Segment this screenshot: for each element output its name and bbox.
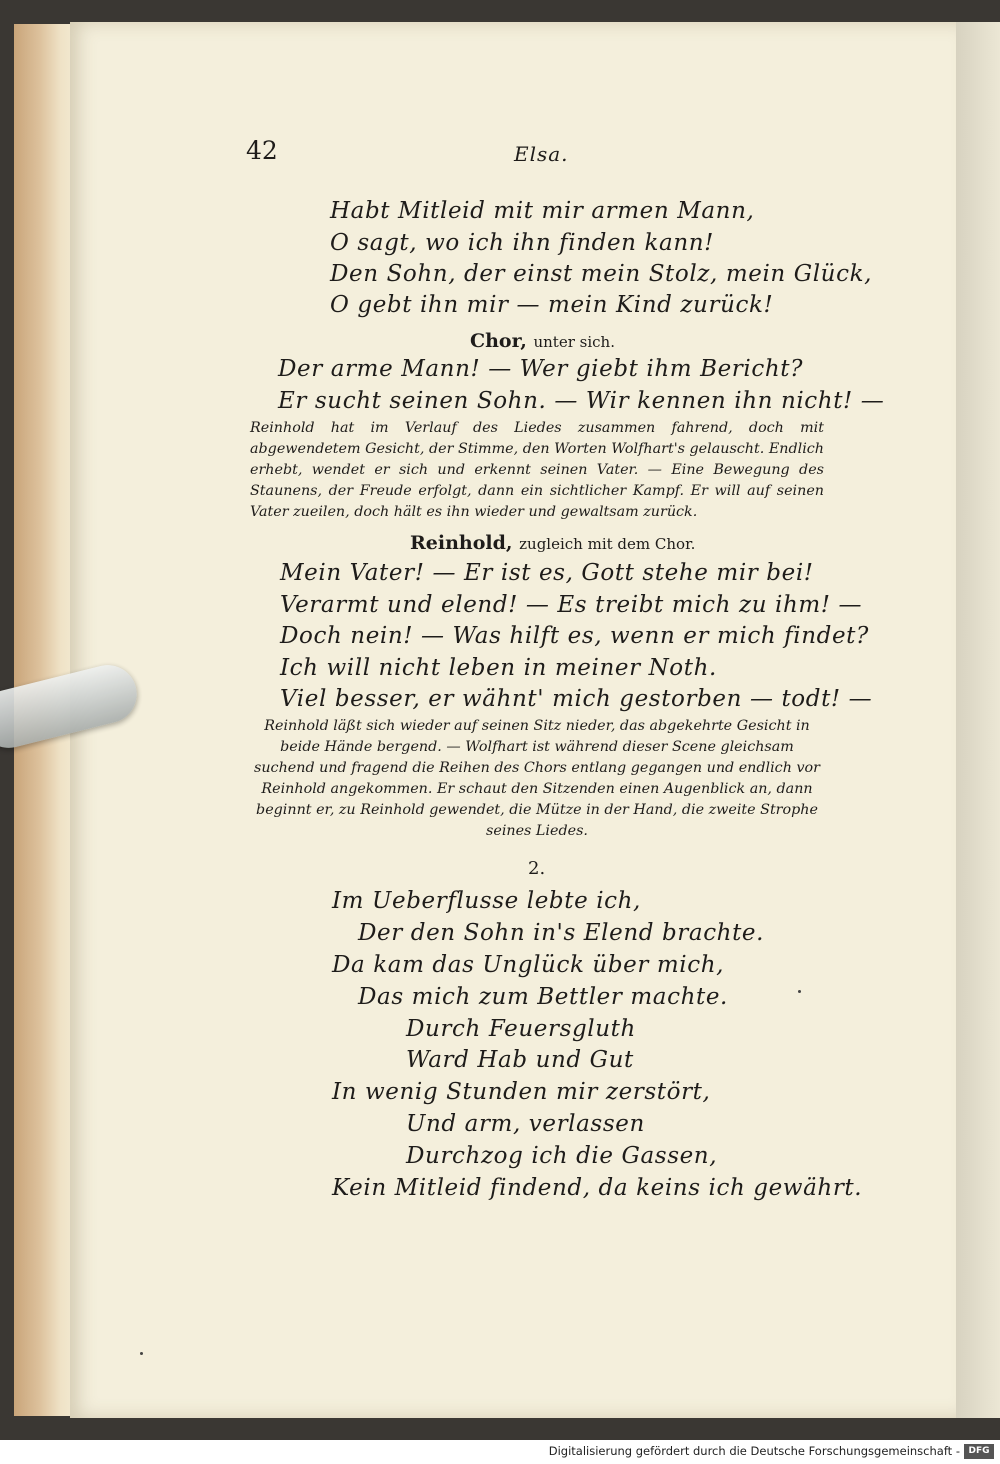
speaker-name: Chor, [470, 330, 527, 352]
funding-notice: Digitalisierung gefördert durch die Deutsche Forschungsgemeinschaft - [548, 1444, 960, 1458]
verse-line: In wenig Stunden mir zerstört, [332, 1079, 711, 1105]
stanza-number: 2. [528, 858, 546, 879]
verse-line: Habt Mitleid mit mir armen Mann, [330, 198, 755, 224]
verse-line: Doch nein! — Was hilft es, wenn er mich findet? [280, 623, 869, 649]
speaker-reinhold [410, 532, 695, 554]
verse-line: Er sucht seinen Sohn. — Wir kennen ihn nicht! — [278, 388, 885, 414]
speaker-direction: zugleich mit dem Chor. [519, 535, 696, 553]
dfg-logo: DFG [964, 1444, 994, 1459]
verse-line: Durch Feuersgluth [406, 1016, 636, 1042]
speaker-name: Reinhold, [410, 532, 513, 554]
paper-speck [798, 990, 801, 993]
verse-line: Viel besser, er wähnt' mich gestorben — todt! — [280, 686, 873, 712]
verse-line: Durchzog ich die Gassen, [406, 1143, 718, 1169]
verse-line: Der arme Mann! — Wer giebt ihm Bericht? [278, 356, 804, 382]
verse-line: Und arm, verlassen [406, 1111, 645, 1137]
stage-direction: Reinhold hat im Verlauf des Liedes zusammen fahrend, doch mit abgewendetem Gesicht, der Stimme, den Worten Wolfhart's gelauscht. Endlich erhebt, wendet er sich und erkennt seinen Vater. — Eine Bewegung des Staunens, der Freude erfolgt, dann ein sichtlicher Kampf. Er will auf seinen Vater zueilen, doch hält es ihn wieder und gewaltsam zurück. [250, 420, 824, 520]
page-number: 42 [246, 136, 278, 165]
speaker-direction: unter sich. [533, 333, 615, 351]
verse-line: Ward Hab und Gut [406, 1047, 634, 1073]
verse-line: Ich will nicht leben in meiner Noth. [280, 655, 717, 681]
paper-speck [140, 1352, 143, 1355]
speaker-chor [470, 330, 615, 352]
verse-line: Kein Mitleid findend, da keins ich gewährt. [332, 1175, 863, 1201]
verse-line: Im Ueberflusse lebte ich, [332, 888, 641, 914]
verse-line: Den Sohn, der einst mein Stolz, mein Glück, [330, 261, 873, 287]
verse-line: O sagt, wo ich ihn finden kann! [330, 230, 715, 256]
verse-line: Verarmt und elend! — Es treibt mich zu ihm! — [280, 592, 863, 618]
running-head: Elsa. [514, 142, 569, 166]
verse-line: Mein Vater! — Er ist es, Gott stehe mir bei! [280, 560, 814, 586]
stage-direction: Reinhold läßt sich wieder auf seinen Sitz nieder, das abgekehrte Gesicht in beide Hände bergend. — Wolfhart ist während dieser Scene gleichsam suchend und fragend die Reihen des Chors entlang gegangen und endlich vor Reinhold angekommen. Er schaut den Sitzenden einen Augenblick an, dann beginnt er, zu Reinhold gewendet, die Mütze in der Hand, die zweite Strophe seines Liedes. [254, 718, 820, 839]
verse-line: O gebt ihn mir — mein Kind zurück! [330, 292, 774, 318]
verse-line: Der den Sohn in's Elend brachte. [358, 920, 765, 946]
verse-line: Da kam das Unglück über mich, [332, 952, 725, 978]
verse-line: Das mich zum Bettler machte. [358, 984, 728, 1010]
facing-page-edge [956, 22, 1000, 1418]
